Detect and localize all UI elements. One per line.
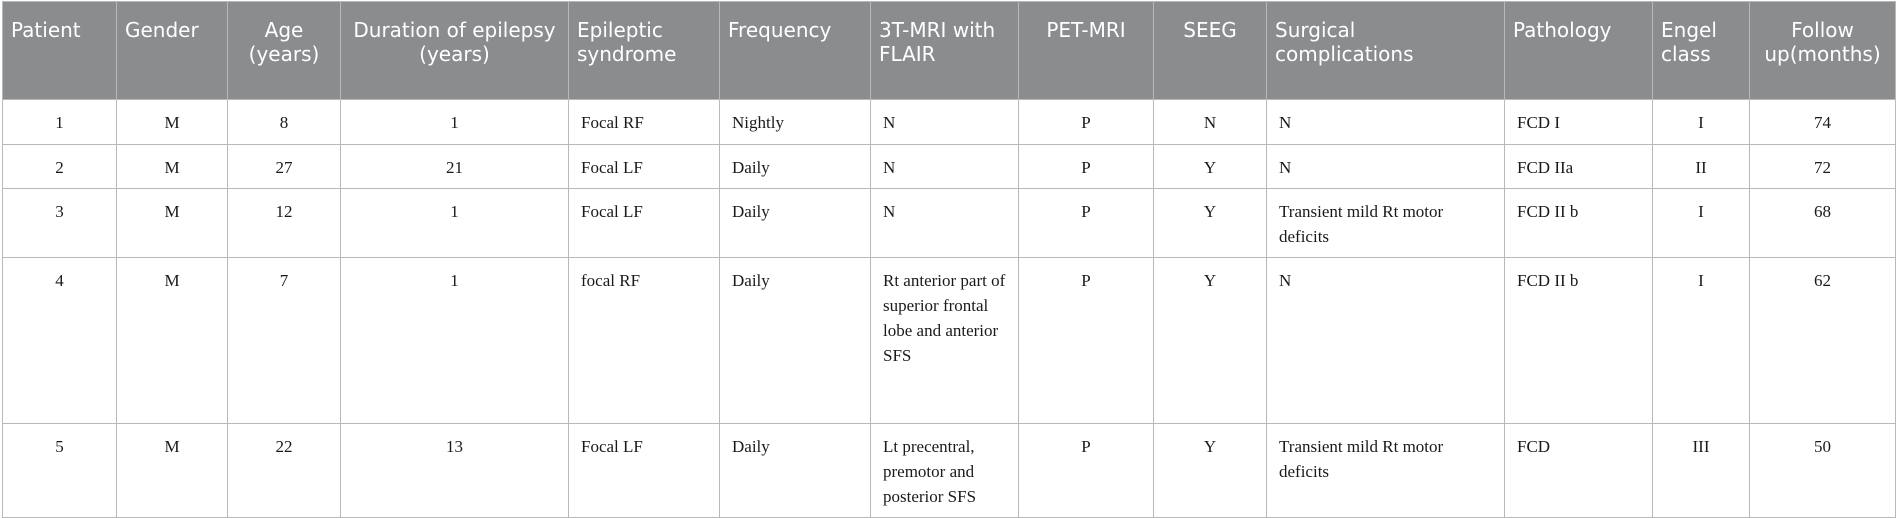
header-syndrome: Epileptic syndrome (569, 2, 720, 100)
cell-follow-up: 50 (1750, 424, 1896, 518)
cell-engel-class: I (1653, 189, 1750, 258)
cell-engel-class: III (1653, 424, 1750, 518)
header-duration: Duration of epilepsy (years) (341, 2, 569, 100)
header-age: Age (years) (228, 2, 341, 100)
cell-age: 22 (228, 424, 341, 518)
cell-mri: Lt precentral, premotor and posterior SFS (871, 424, 1019, 518)
cell-follow-up: 72 (1750, 145, 1896, 189)
patient-table (2, 1, 1896, 518)
cell-engel-class: II (1653, 145, 1750, 189)
cell-syndrome: Focal RF (569, 100, 720, 145)
cell-patient: 2 (3, 145, 117, 189)
header-seeg: SEEG (1154, 2, 1267, 100)
cell-patient: 1 (3, 100, 117, 145)
cell-gender: M (117, 258, 228, 424)
header-complications: Surgical complications (1267, 2, 1505, 100)
cell-syndrome: Focal LF (569, 145, 720, 189)
cell-syndrome: Focal LF (569, 424, 720, 518)
cell-frequency: Daily (720, 189, 871, 258)
cell-gender: M (117, 189, 228, 258)
cell-pathology: FCD I (1505, 100, 1653, 145)
table-row (3, 258, 1896, 424)
cell-frequency: Daily (720, 424, 871, 518)
table-row (3, 189, 1896, 258)
cell-gender: M (117, 100, 228, 145)
cell-complications: N (1267, 145, 1505, 189)
cell-frequency: Daily (720, 145, 871, 189)
cell-follow-up: 74 (1750, 100, 1896, 145)
cell-seeg: Y (1154, 424, 1267, 518)
header-follow-up: Follow up(months) (1750, 2, 1896, 100)
cell-age: 7 (228, 258, 341, 424)
cell-mri: N (871, 145, 1019, 189)
header-frequency: Frequency (720, 2, 871, 100)
table-row (3, 424, 1896, 518)
cell-syndrome: Focal LF (569, 189, 720, 258)
cell-patient: 4 (3, 258, 117, 424)
cell-complications: N (1267, 258, 1505, 424)
cell-gender: M (117, 424, 228, 518)
cell-duration: 1 (341, 100, 569, 145)
header-mri: 3T-MRI with FLAIR (871, 2, 1019, 100)
cell-age: 27 (228, 145, 341, 189)
cell-seeg: Y (1154, 258, 1267, 424)
cell-seeg: Y (1154, 189, 1267, 258)
header-row (3, 2, 1896, 100)
cell-pet-mri: P (1019, 189, 1154, 258)
table-row (3, 145, 1896, 189)
cell-engel-class: I (1653, 100, 1750, 145)
cell-follow-up: 68 (1750, 189, 1896, 258)
cell-patient: 3 (3, 189, 117, 258)
header-engel-class: Engel class (1653, 2, 1750, 100)
cell-duration: 13 (341, 424, 569, 518)
cell-complications: N (1267, 100, 1505, 145)
cell-pet-mri: P (1019, 145, 1154, 189)
cell-age: 12 (228, 189, 341, 258)
cell-gender: M (117, 145, 228, 189)
cell-seeg: Y (1154, 145, 1267, 189)
cell-mri: Rt anterior part of superior frontal lobe and anterior SFS (871, 258, 1019, 424)
cell-pathology: FCD II b (1505, 258, 1653, 424)
cell-frequency: Nightly (720, 100, 871, 145)
cell-pet-mri: P (1019, 258, 1154, 424)
cell-seeg: N (1154, 100, 1267, 145)
header-pathology: Pathology (1505, 2, 1653, 100)
cell-complications: Transient mild Rt motor deficits (1267, 189, 1505, 258)
cell-frequency: Daily (720, 258, 871, 424)
header-pet-mri: PET-MRI (1019, 2, 1154, 100)
cell-follow-up: 62 (1750, 258, 1896, 424)
header-gender: Gender (117, 2, 228, 100)
header-patient: Patient (3, 2, 117, 100)
cell-syndrome: focal RF (569, 258, 720, 424)
cell-complications: Transient mild Rt motor deficits (1267, 424, 1505, 518)
cell-pathology: FCD (1505, 424, 1653, 518)
table-row (3, 100, 1896, 145)
cell-pathology: FCD II b (1505, 189, 1653, 258)
cell-engel-class: I (1653, 258, 1750, 424)
cell-duration: 21 (341, 145, 569, 189)
cell-duration: 1 (341, 189, 569, 258)
cell-pet-mri: P (1019, 424, 1154, 518)
cell-patient: 5 (3, 424, 117, 518)
cell-pet-mri: P (1019, 100, 1154, 145)
cell-mri: N (871, 189, 1019, 258)
cell-age: 8 (228, 100, 341, 145)
cell-pathology: FCD IIa (1505, 145, 1653, 189)
cell-duration: 1 (341, 258, 569, 424)
cell-mri: N (871, 100, 1019, 145)
